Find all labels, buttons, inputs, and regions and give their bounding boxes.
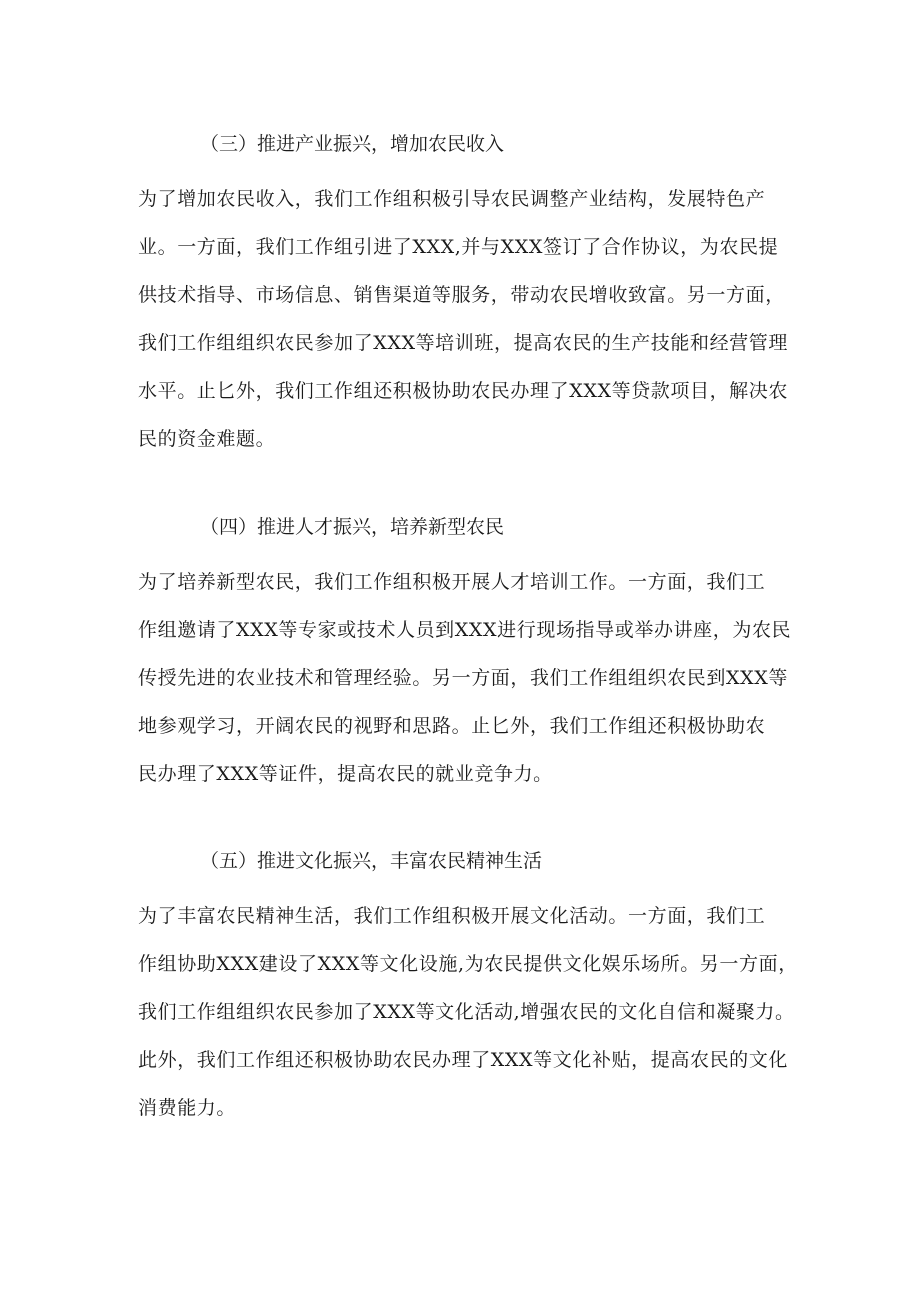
paragraph-line: 民办理了XXX等证件，提高农民的就业竞争力。	[138, 763, 553, 785]
section-5-paragraph	[138, 892, 798, 1132]
paragraph-line: 业。一方面，我们工作组引进了XXX,并与XXX签订了合作协议，为农民提	[138, 236, 779, 258]
section-3-heading: （三）推进产业振兴，增加农民收入	[200, 133, 505, 155]
paragraph-line: 供技术指导、市场信息、销售渠道等服务，带动农民增收致富。另一方面，	[138, 284, 785, 306]
section-4	[138, 514, 798, 798]
paragraph-line: 此外，我们工作组还积极协助农民办理了XXX等文化补贴，提高农民的文化	[138, 1049, 788, 1071]
paragraph-line: 为了增加农民收入，我们工作组积极引导农民调整产业结构，发展特色产	[138, 188, 766, 210]
paragraph-line: 地参观学习，开阔农民的视野和思路。止匕外，我们工作组还积极协助农	[138, 715, 766, 737]
paragraph-line: 消费能力。	[138, 1097, 237, 1119]
paragraph-line: 为了培养新型农民，我们工作组积极开展人才培训工作。一方面，我们工	[138, 571, 766, 593]
paragraph-line: 为了丰富农民精神生活，我们工作组积极开展文化活动。一方面，我们工	[138, 905, 766, 927]
paragraph-line: 作组协助XXX建设了XXX等文化设施,为农民提供文化娱乐场所。另一方面，	[138, 953, 798, 975]
section-3-paragraph	[138, 175, 798, 463]
paragraph-line: 传授先进的农业技术和管理经验。另一方面，我们工作组组织农民到XXX等	[138, 667, 788, 689]
section-4-paragraph	[138, 558, 798, 798]
section-5-heading: （五）推进文化振兴，丰富农民精神生活	[200, 850, 543, 872]
paragraph-line: 作组邀请了XXX等专家或技术人员到XXX进行现场指导或举办讲座，为农民	[138, 619, 792, 641]
paragraph-line: 水平。止匕外，我们工作组还积极协助农民办理了XXX等贷款项目，解决农	[138, 380, 788, 402]
paragraph-line: 我们工作组组织农民参加了XXX等培训班，提高农民的生产技能和经营管理	[138, 332, 788, 354]
section-4-heading: （四）推进人才振兴，培养新型农民	[200, 516, 505, 538]
section-5	[138, 848, 798, 1132]
section-3	[138, 131, 798, 463]
paragraph-line: 民的资金难题。	[138, 428, 276, 450]
paragraph-line: 我们工作组组织农民参加了XXX等文化活动,增强农民的文化自信和凝聚力。	[138, 1001, 795, 1023]
